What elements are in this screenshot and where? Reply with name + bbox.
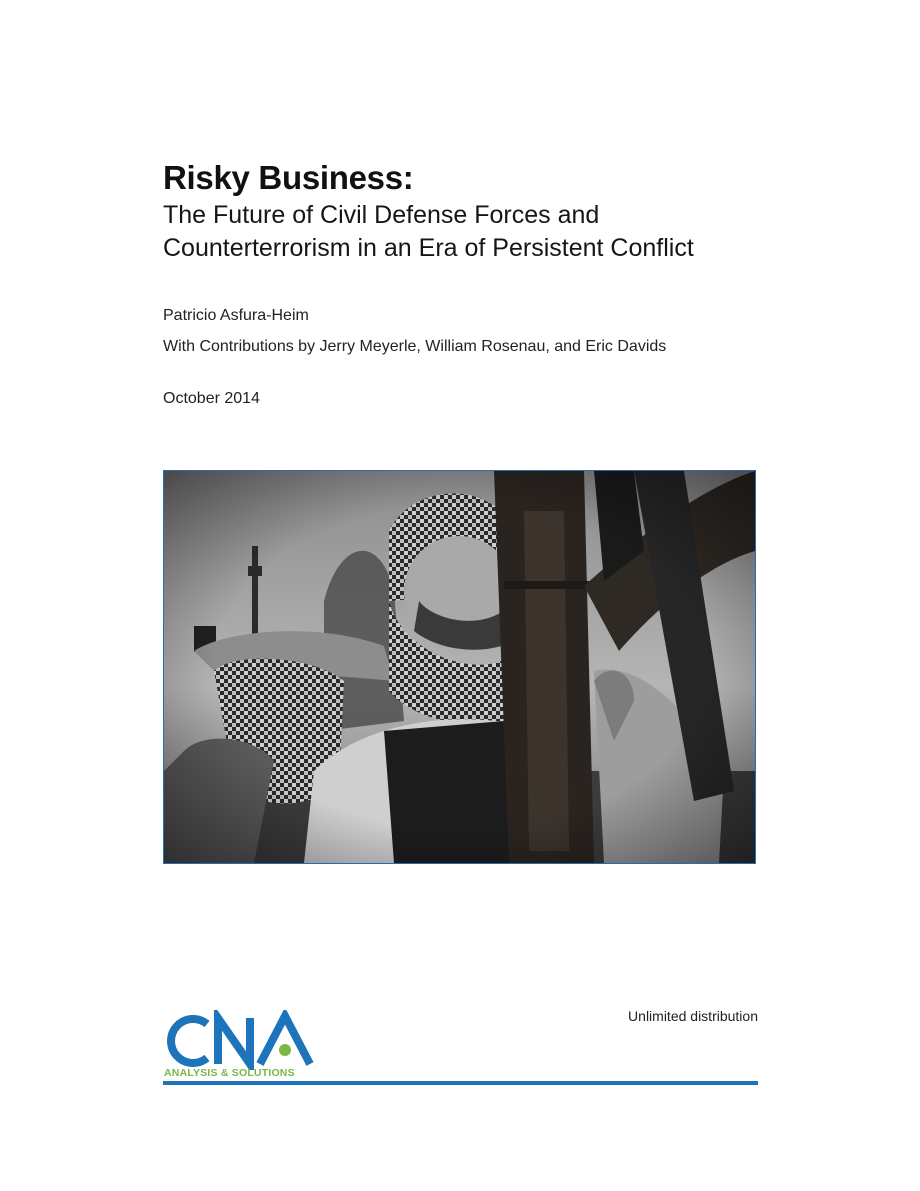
report-title: Risky Business: xyxy=(163,159,414,196)
report-subtitle: The Future of Civil Defense Forces and Counterterrorism in an Era of Persistent Conflict xyxy=(163,201,694,262)
logo-tagline: ANALYSIS & SOLUTIONS xyxy=(164,1067,295,1079)
contributors-line: With Contributions by Jerry Meyerle, William Rosenau, and Eric Davids xyxy=(163,338,667,355)
footer-divider xyxy=(163,1081,758,1085)
publication-date: October 2014 xyxy=(163,390,260,407)
cover-photo xyxy=(163,470,756,864)
distribution-statement: Unlimited distribution xyxy=(628,1008,758,1024)
author-line: Patricio Asfura-Heim xyxy=(163,307,309,324)
